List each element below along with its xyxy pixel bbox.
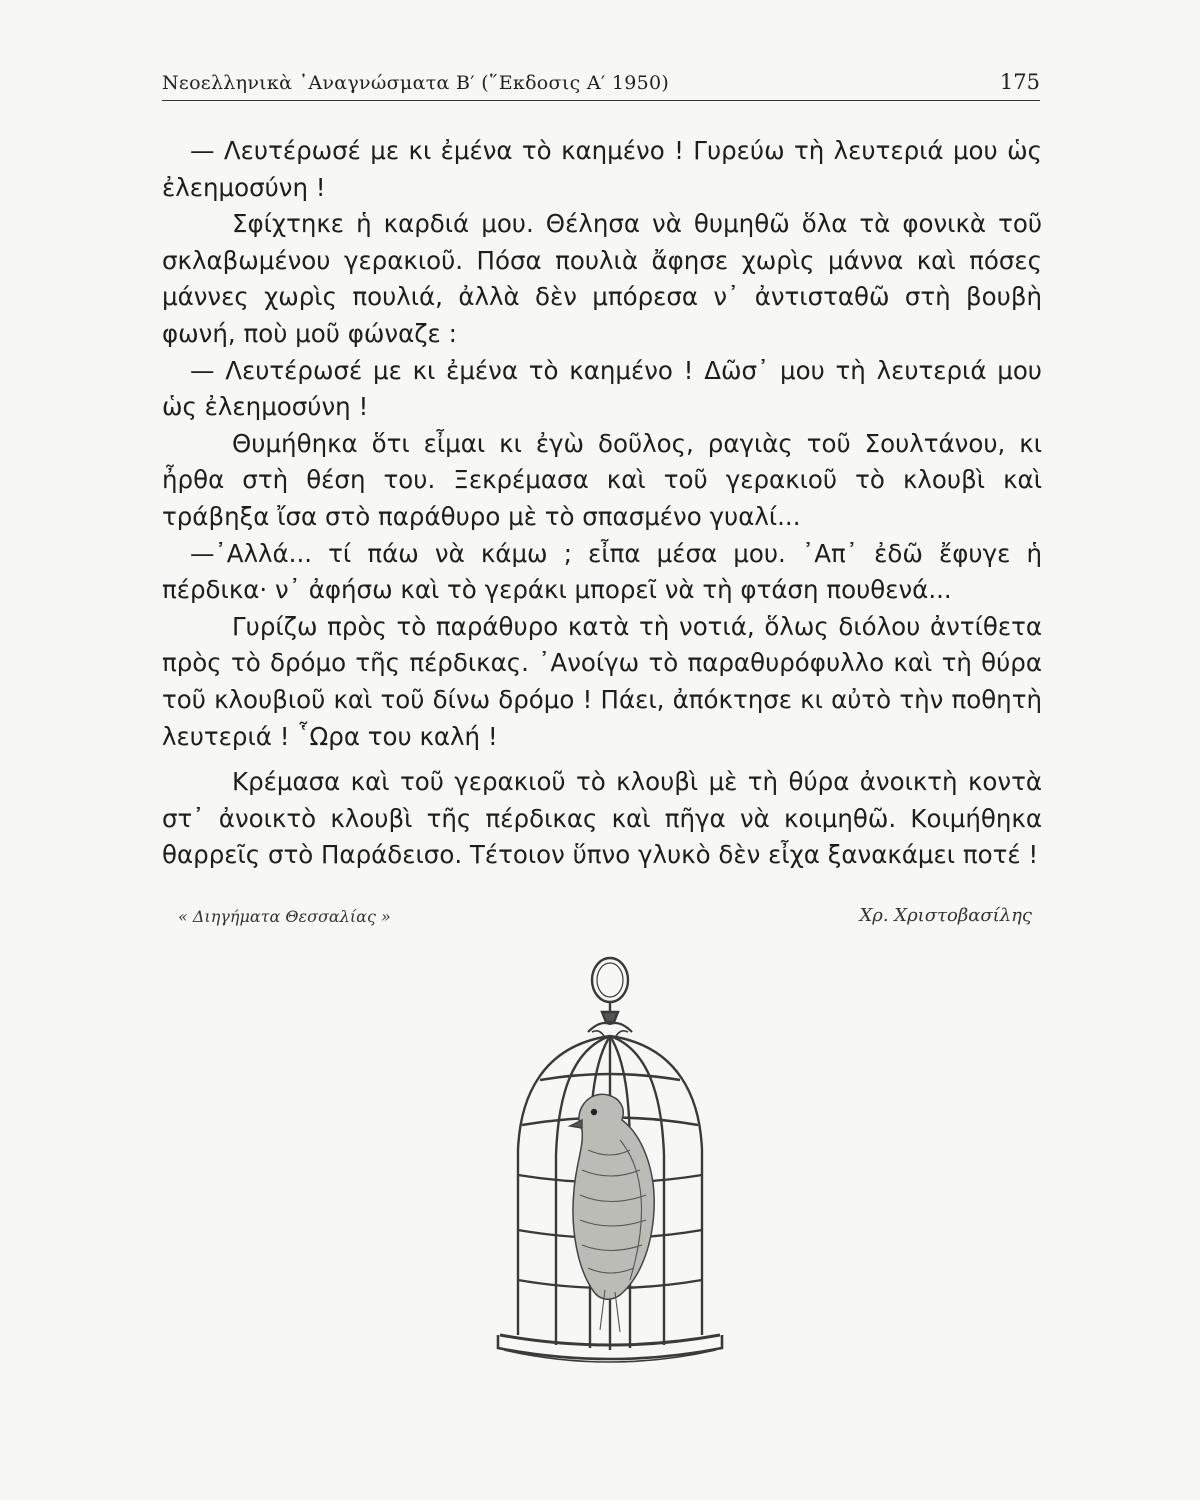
paragraph: Γυρίζω πρὸς τὸ παράθυρο κατὰ τὴ νοτιά, ὅλως διόλου ἀντίθετα πρὸς τὸ δρόμο τῆς πέρδικας. ᾿Ανοίγω τὸ παραθυρόφυλλο καὶ τὴ θύρα τοῦ κλουβιοῦ καὶ τοῦ δίνω δρόμο ! Πάει, ἀπόκτησε κι αὐτὸ τὴν ποθητὴ λευτεριά ! ῟Ωρα του καλή ! xyxy=(162,611,1042,751)
paragraph: —᾿Αλλά... τί πάω νὰ κάμω ; εἶπα μέσα μου. ᾿Απ᾿ ἐδῶ ἔφυγε ἡ πέρδικα· ν᾿ ἀφήσω καὶ τὸ γεράκι μπορεῖ νὰ τὴ φτάση πουθενά... xyxy=(162,538,1042,605)
paragraph: — Λευτέρωσέ με κι ἐμένα τὸ καημένο ! Δῶσ᾿ μου τὴ λευτεριά μου ὡς ἐλεημοσύνη ! xyxy=(162,355,1042,422)
bird-cage-illustration xyxy=(470,950,750,1380)
paragraph: Κρέμασα καὶ τοῦ γερακιοῦ τὸ κλουβὶ μὲ τὴ θύρα ἀνοικτὴ κοντὰ στ᾿ ἀνοικτὸ κλουβὶ τῆς πέρδικας καὶ πῆγα νὰ κοιμηθῶ. Κοιμήθηκα θαρρεῖς στὸ Παράδεισο. Τέτοιον ὕπνο γλυκὸ δὲν εἶχα ξανακάμει ποτέ ! xyxy=(162,767,1042,870)
author-signature: Χρ. Χριστοβασίλης xyxy=(859,905,1032,926)
paragraph: — Λευτέρωσέ με κι ἐμένα τὸ καημένο ! Γυρεύω τὴ λευτεριά μου ὡς ἐλεημοσύνη ! xyxy=(162,136,1042,202)
paragraph: Θυμήθηκα ὅτι εἶμαι κι ἐγὼ δοῦλος, ραγιὰς τοῦ Σουλτάνου, κι ἦρθα στὴ θέση του. Ξεκρέμασα καὶ τοῦ γερακιοῦ τὸ κλουβὶ καὶ τράβηξα ἴσα στὸ παράθυρο μὲ τὸ σπασμένο γυαλί... xyxy=(162,428,1042,531)
page-header xyxy=(162,68,1040,101)
source-citation: « Διηγήματα Θεσσαλίας » xyxy=(178,907,391,926)
running-title: Νεοελληνικὰ ᾿Αναγνώσματα Β′ (῞Εκδοσις Α′ 1950) xyxy=(162,72,670,94)
story-text xyxy=(162,133,1042,874)
paragraph: Σφίχτηκε ἡ καρδιά μου. Θέλησα νὰ θυμηθῶ ὅλα τὰ φονικὰ τοῦ σκλαβωμένου γερακιοῦ. Πόσα πουλιὰ ἄφησε χωρὶς μάννα καὶ πόσες μάννες χωρὶς πουλιά, ἀλλὰ δὲν μπόρεσα ν᾿ ἀντισταθῶ στὴ βουβὴ φωνή, ποὺ μοῦ φώναζε : xyxy=(162,209,1042,348)
page-number: 175 xyxy=(999,70,1040,94)
